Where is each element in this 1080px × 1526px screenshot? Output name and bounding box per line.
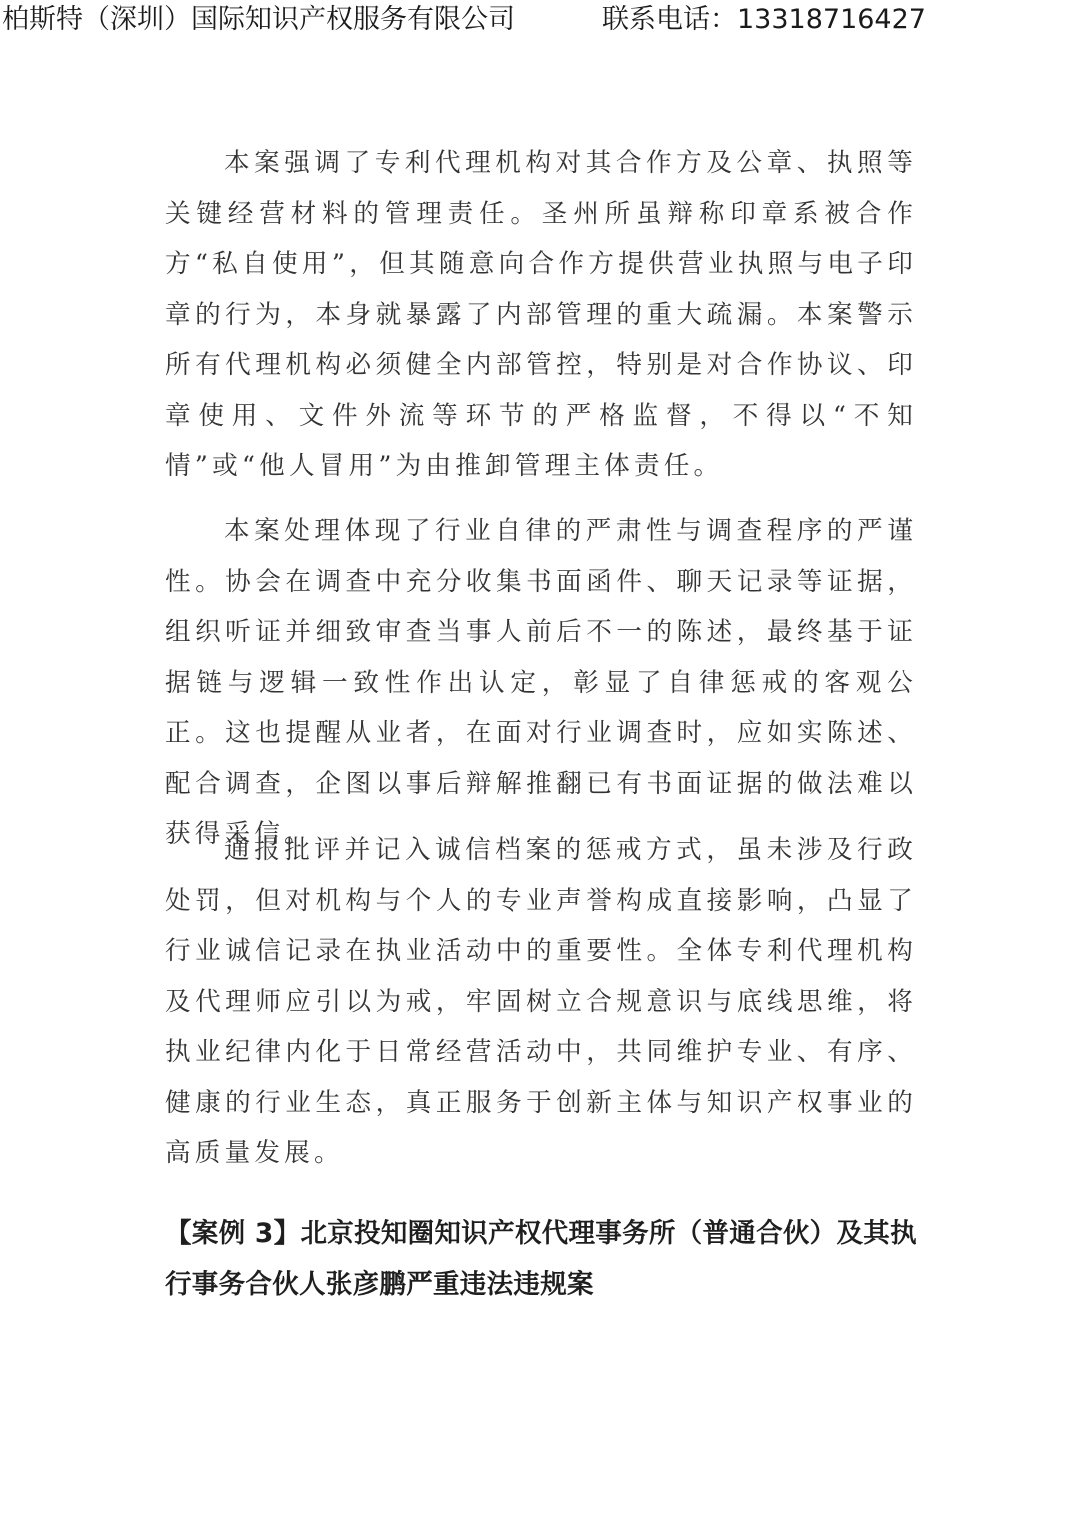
body-paragraph-2: 本案处理体现了行业自律的严肃性与调查程序的严谨性。协会在调查中充分收集书面函件、聊天记录等证据，组织听证并细致审查当事人前后不一的陈述，最终基于证据链与逻辑一致性作出认定，彰显了自律惩戒的客观公正。这也提醒从业者，在面对行业调查时，应如实陈述、配合调查，企图以事后辩解推翻已有书面证据的做法难以获得采信。: [165, 516, 917, 849]
case-heading: 【案例 3】北京投知圈知识产权代理事务所（普通合伙）及其执行事务合伙人张彦鹏严重违法违规案: [165, 1218, 917, 1300]
company-name: 柏斯特（深圳）国际知识产权服务有限公司: [2, 4, 515, 35]
page-header: [0, 0, 1080, 42]
contact-phone: 联系电话：13318716427: [602, 4, 926, 35]
body-paragraph-1: 本案强调了专利代理机构对其合作方及公章、执照等关键经营材料的管理责任。圣州所虽辩称印章系被合作方“私自使用”，但其随意向合作方提供营业执照与电子印章的行为，本身就暴露了内部管理的重大疏漏。本案警示所有代理机构必须健全内部管控，特别是对合作协议、印章使用、文件外流等环节的严格监督，不得以“不知情”或“他人冒用”为由推卸管理主体责任。: [165, 148, 917, 481]
body-paragraph-3: 通报批评并记入诚信档案的惩戒方式，虽未涉及行政处罚，但对机构与个人的专业声誉构成直接影响，凸显了行业诚信记录在执业活动中的重要性。全体专利代理机构及代理师应引以为戒，牢固树立合规意识与底线思维，将执业纪律内化于日常经营活动中，共同维护专业、有序、健康的行业生态，真正服务于创新主体与知识产权事业的高质量发展。: [165, 835, 917, 1168]
